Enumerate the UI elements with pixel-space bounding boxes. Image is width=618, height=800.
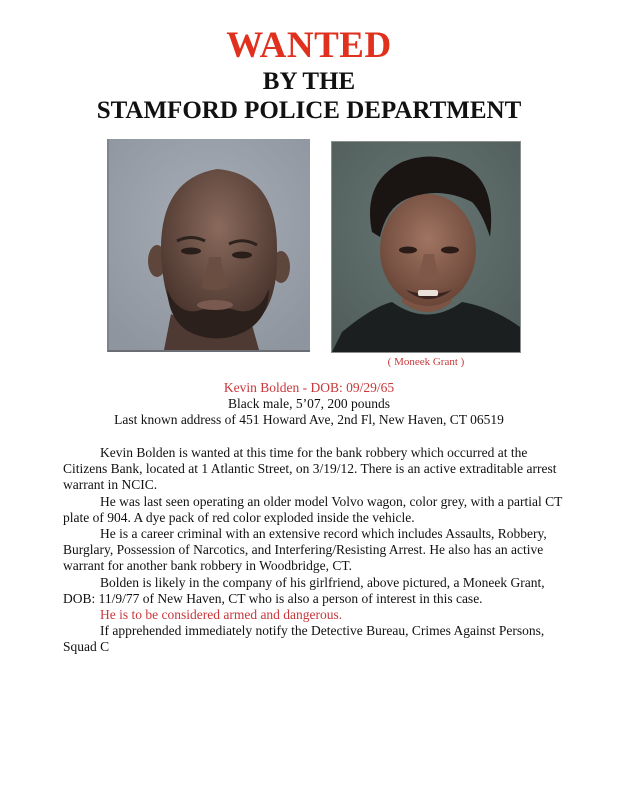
paragraph-girlfriend: Bolden is likely in the company of his girlfriend, above pictured, a Moneek Grant, DOB: 11/9/77 of New Haven, CT who is also a person of interest in this case. — [63, 574, 545, 606]
mugshot-kevin-bolden — [107, 139, 310, 352]
mugshot-photo-icon — [332, 142, 520, 352]
suspect-description: Black male, 5’07, 200 pounds — [228, 396, 390, 411]
poster-title: WANTED — [226, 25, 392, 66]
poster-subtitle-department: STAMFORD POLICE DEPARTMENT — [96, 97, 522, 124]
paragraph-criminal-record: He is a career criminal with an extensive record which includes Assaults, Robbery, Burglary, Possession of Narcotics, and Interfering/Resisting Arrest. He also has an active warrant for another bank robbery in Woodbridge, CT. — [63, 526, 547, 574]
paragraph-contact: If apprehended immediately notify the Detective Bureau, Crimes Against Persons, Squad C — [63, 623, 545, 655]
suspect-address: Last known address of 451 Howard Ave, 2nd Fl, New Haven, CT 06519 — [114, 412, 504, 427]
suspect-name-dob: Kevin Bolden - DOB: 09/29/65 — [223, 380, 395, 395]
paragraph-vehicle: He was last seen operating an older model Volvo wagon, color grey, with a partial CT plate of 904. A dye pack of red color exploded inside the vehicle. — [63, 493, 563, 525]
poster-subtitle-by: BY THE — [262, 68, 356, 95]
armed-dangerous-warning: He is to be considered armed and dangerous. — [100, 607, 343, 623]
paragraph-robbery-details: Kevin Bolden is wanted at this time for the bank robbery which occurred at the Citizens Bank, located at 1 Atlantic Street, on 3/19/12. There is an active extraditable arrest warrant in NCIC. — [63, 445, 557, 493]
mugshot-photo-icon — [109, 139, 310, 350]
mugshot-moneek-grant — [331, 141, 521, 353]
photo-caption-moneek-grant: ( Moneek Grant ) — [387, 356, 465, 368]
poster-body — [63, 445, 563, 656]
